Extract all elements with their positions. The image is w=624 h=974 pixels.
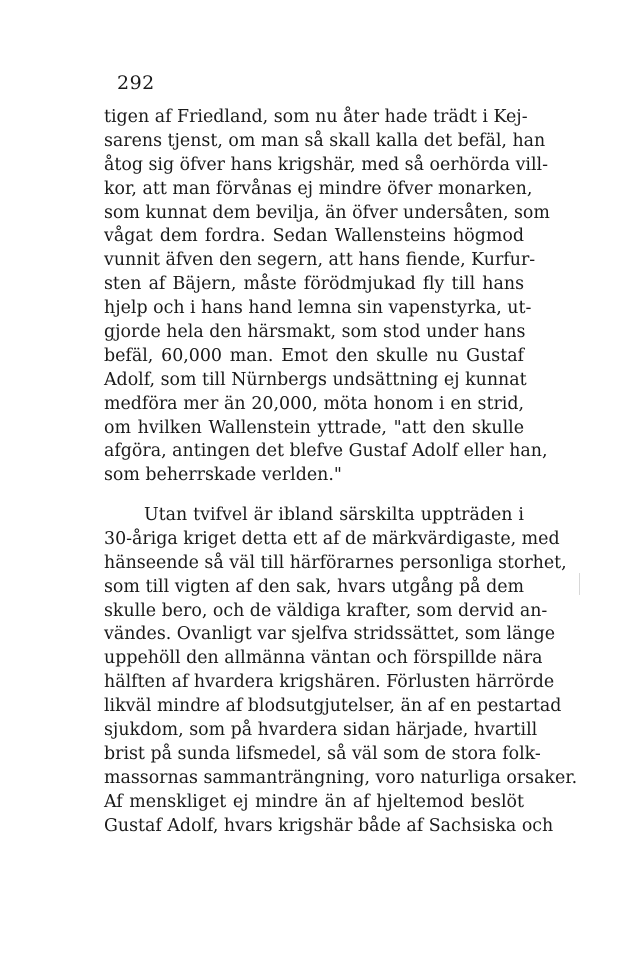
text-line: sten af Bäjern, måste förödmjukad fly till hans bbox=[104, 274, 524, 295]
page-number: 292 bbox=[117, 72, 155, 94]
text-line: vändes. Ovanligt var sjelfva stridssättet, som länge bbox=[104, 624, 556, 645]
text-line: Adolf, som till Nürnbergs undsättning ej kunnat bbox=[104, 369, 527, 390]
text-line: tigen af Friedland, som nu åter hade trädt i Kej- bbox=[104, 107, 528, 127]
text-line: likväl mindre af blodsutgjutelser, än af en pestartad bbox=[104, 696, 562, 717]
text-line: som beherrskade verlden." bbox=[104, 465, 342, 486]
text-line: skulle bero, och de väldiga krafter, som dervid an- bbox=[104, 600, 548, 621]
text-line: åtog sig öfver hans krigshär, med så oerhörda vill- bbox=[104, 154, 548, 175]
text-line: 30-åriga kriget detta ett af de märkvärdigaste, med bbox=[104, 528, 560, 549]
text-line: hälften af hvardera krigshären. Förlusten härrörde bbox=[104, 672, 555, 693]
text-line: Gustaf Adolf, hvars krigshär både af Sachsiska och bbox=[104, 815, 554, 836]
text-line: medföra mer än 20,000, möta honom i en strid, bbox=[104, 393, 524, 414]
text-line: befäl, 60,000 man. Emot den skulle nu Gustaf bbox=[104, 345, 524, 366]
scan-mark bbox=[579, 573, 580, 595]
text-line: gjorde hela den härsmakt, som stod under hans bbox=[104, 322, 526, 343]
text-line: massornas sammanträngning, voro naturliga orsaker. bbox=[104, 767, 578, 788]
text-line: brist på sunda lifsmedel, så väl som de stora folk- bbox=[104, 743, 541, 764]
text-line: hjelp och i hans hand lemna sin vapenstyrka, ut- bbox=[104, 298, 532, 319]
text-line: som kunnat dem bevilja, än öfver undersåten, som bbox=[104, 202, 550, 223]
text-line: hänseende så väl till härförarnes personliga storhet, bbox=[104, 552, 567, 573]
text-line: om hvilken Wallenstein yttrade, "att den skulle bbox=[104, 417, 524, 438]
paragraph-2 bbox=[104, 504, 578, 838]
text-line: sjukdom, som på hvardera sidan härjade, hvartill bbox=[104, 720, 538, 741]
text-line: som till vigten af den sak, hvars utgång på dem bbox=[104, 576, 524, 597]
text-line: vågat dem fordra. Sedan Wallensteins högmod bbox=[104, 226, 524, 247]
text-line: Utan tvifvel är ibland särskilta uppträden i bbox=[144, 505, 524, 525]
text-line: uppehöll den allmänna väntan och förspillde nära bbox=[104, 648, 543, 669]
text-line: Af menskliget ej mindre än af hjeltemod beslöt bbox=[104, 791, 524, 812]
text-line: sarens tjenst, om man så skall kalla det befäl, han bbox=[104, 130, 546, 151]
paragraph-1 bbox=[104, 106, 550, 488]
text-line: vunnit äfven den segern, att hans fiende, Kurfur- bbox=[104, 250, 536, 271]
text-line: afgöra, antingen det blefve Gustaf Adolf eller han, bbox=[104, 441, 548, 462]
text-line: kor, att man förvånas ej mindre öfver monarken, bbox=[104, 178, 533, 199]
